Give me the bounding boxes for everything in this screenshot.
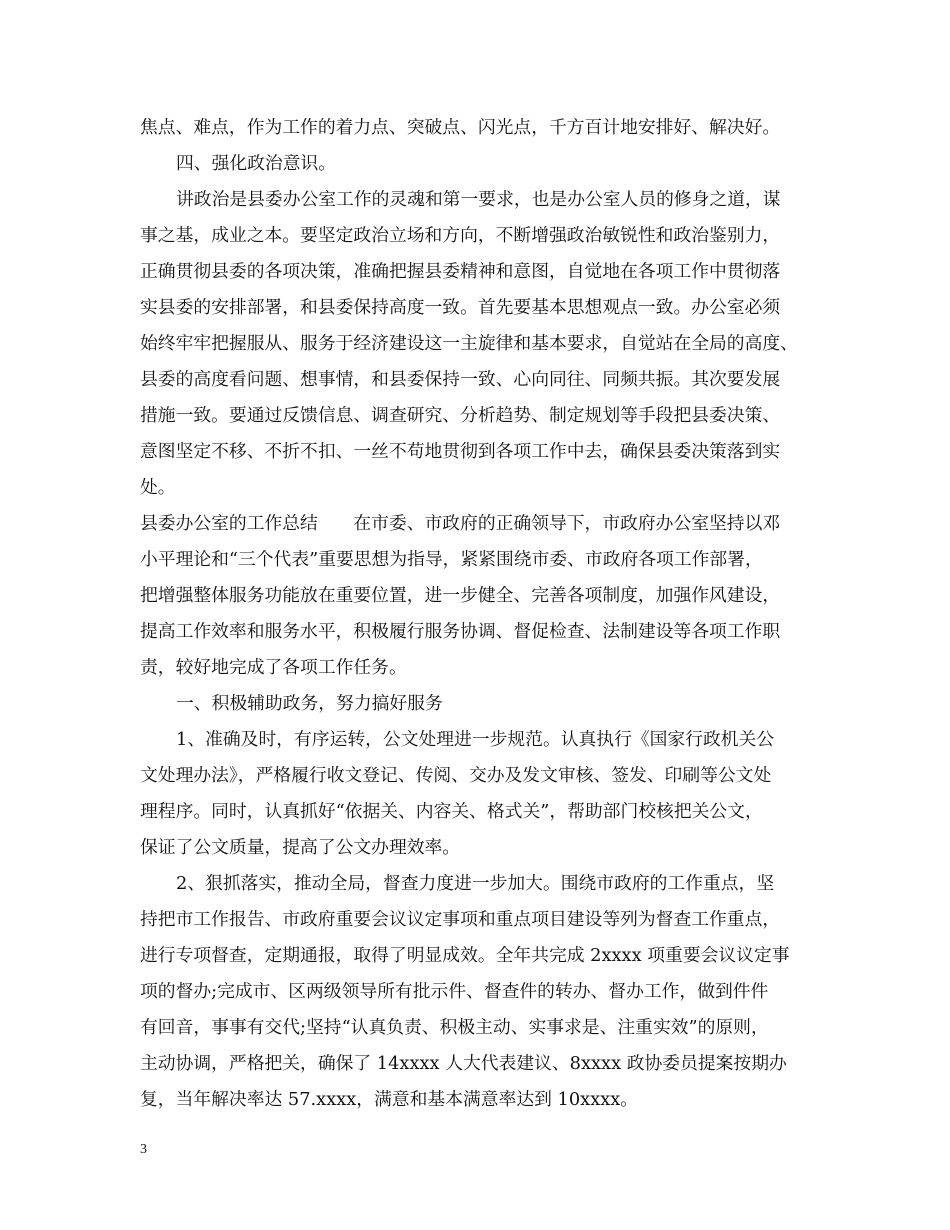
text-line: 2、狠抓落实，推动全局，督查力度进一步加大。围绕市政府的工作重点，坚: [176, 873, 775, 894]
text-line: 复，当年解决率达 57.xxxx，满意和基本满意率达到 10xxxx。: [140, 1089, 639, 1110]
text-line: 有回音，事事有交代;坚持“认真负责、积极主动、实事求是、注重实效”的原则，: [140, 1017, 769, 1038]
text-line: 讲政治是县委办公室工作的灵魂和第一要求，也是办公室人员的修身之道，谋: [176, 189, 781, 210]
page-number: 3: [140, 1142, 147, 1157]
text-line: 县委办公室的工作总结 在市委、市政府的正确领导下，市政府办公室坚持以邓: [140, 513, 781, 534]
text-line: 始终牢牢把握服从、服务于经济建设这一主旋律和基本要求，自觉站在全局的高度、: [140, 333, 798, 354]
text-line: 处。: [140, 477, 176, 498]
text-line: 1、准确及时，有序运转，公文处理进一步规范。认真执行《国家行政机关公: [176, 729, 775, 750]
text-line: 意图坚定不移、不折不扣、一丝不苟地贯彻到各项工作中去，确保县委决策落到实: [140, 441, 781, 462]
text-line: 主动协调，严格把关，确保了 14xxxx 人大代表建议、8xxxx 政协委员提案按期办: [140, 1053, 787, 1074]
text-line: 持把市工作报告、市政府重要会议议定事项和重点项目建设等列为督查工作重点，: [140, 909, 781, 930]
text-line: 小平理论和“三个代表”重要思想为指导，紧紧围绕市委、市政府各项工作部署，: [140, 549, 763, 570]
text-line: 把增强整体服务功能放在重要位置，进一步健全、完善各项制度，加强作风建设，: [140, 585, 781, 606]
text-line: 事之基，成业之本。要坚定政治立场和方向，不断增强政治敏锐性和政治鉴别力，: [140, 225, 781, 246]
text-line: 保证了公文质量，提高了公文办理效率。: [140, 837, 461, 858]
text-line: 进行专项督查，定期通报，取得了明显成效。全年共完成 2xxxx 项重要会议议定事: [140, 945, 790, 966]
text-line: 提高工作效率和服务水平，积极履行服务协调、督促检查、法制建设等各项工作职: [140, 621, 781, 642]
text-line: 焦点、难点，作为工作的着力点、突破点、闪光点，千方百计地安排好、解决好。: [140, 117, 781, 138]
text-line: 实县委的安排部署，和县委保持高度一致。首先要基本思想观点一致。办公室必须: [140, 297, 781, 318]
text-line: 责，较好地完成了各项工作任务。: [140, 657, 407, 678]
section-heading: 四、强化政治意识。: [176, 153, 337, 174]
text-line: 措施一致。要通过反馈信息、调查研究、分析趋势、制定规划等手段把县委决策、: [140, 405, 781, 426]
text-line: 正确贯彻县委的各项决策，准确把握县委精神和意图，自觉地在各项工作中贯彻落: [140, 261, 781, 282]
text-line: 项的督办;完成市、区两级领导所有批示件、督查件的转办、督办工作，做到件件: [140, 981, 769, 1002]
text-line: 理程序。同时，认真抓好“依据关、内容关、格式关”，帮助部门校核把关公文，: [140, 801, 763, 822]
text-line: 文处理办法》，严格履行收文登记、传阅、交办及发文审核、签发、印刷等公文处: [140, 765, 772, 786]
text-line: 县委的高度看问题、想事情，和县委保持一致、心向同往、同频共振。其次要发展: [140, 369, 781, 390]
section-heading: 一、积极辅助政务，努力搞好服务: [176, 693, 443, 714]
